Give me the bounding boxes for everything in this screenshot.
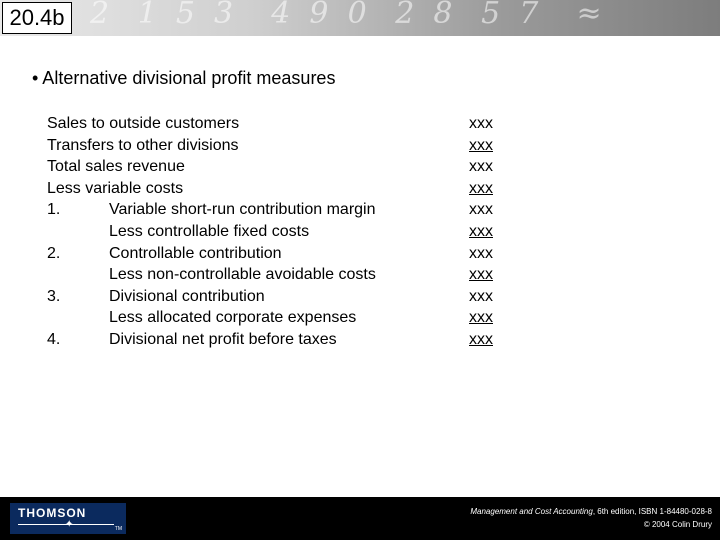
row-label: Less variable costs: [47, 179, 184, 197]
book-edition: , 6th edition, ISBN 1-84480-028-8: [592, 507, 712, 516]
row-value: xxx: [469, 179, 493, 197]
footer-bar: [0, 497, 720, 540]
row-value: xxx: [469, 222, 493, 240]
row-label: Transfers to other divisions: [47, 136, 239, 154]
list-item: [47, 307, 507, 329]
list-item: [47, 135, 507, 157]
row-label: Variable short-run contribution margin: [109, 201, 376, 219]
row-value: xxx: [469, 115, 493, 132]
logo-wordmark: THOMSON: [18, 506, 87, 520]
row-value: xxx: [469, 330, 493, 348]
header-band: [0, 0, 720, 36]
list-item: [47, 286, 507, 308]
list-item: [47, 329, 507, 351]
list-item: [47, 243, 507, 265]
row-value: xxx: [469, 309, 493, 327]
row-label: Controllable contribution: [109, 244, 282, 262]
row-label: Sales to outside customers: [47, 115, 240, 132]
star-icon: ✦: [65, 519, 74, 530]
slide-number: 20.4b: [2, 2, 72, 34]
row-value: xxx: [469, 201, 493, 219]
row-number: 1.: [47, 201, 61, 219]
row-value: xxx: [469, 158, 493, 176]
list-item: [47, 221, 507, 243]
row-label: Less allocated corporate expenses: [109, 309, 357, 327]
thomson-logo: [10, 503, 126, 534]
row-value: xxx: [469, 136, 493, 154]
row-label: Divisional contribution: [109, 287, 265, 305]
row-number: 3.: [47, 287, 61, 305]
list-item: [47, 113, 507, 135]
footer-citation: [470, 505, 712, 531]
decorative-numbers: 2 1 5 3 4 9 0 2 8 5 7 ≈: [90, 0, 602, 31]
row-number: 4.: [47, 330, 61, 348]
slide-title: • Alternative divisional profit measures: [32, 68, 336, 88]
row-label: Less non-controllable avoidable costs: [109, 266, 376, 284]
list-item: [47, 264, 507, 286]
list-item: [47, 199, 507, 221]
row-number: 2.: [47, 244, 61, 262]
profit-measures-list: [47, 113, 507, 351]
row-label: Less controllable fixed costs: [109, 222, 310, 240]
book-title: Management and Cost Accounting: [470, 507, 593, 516]
copyright: © 2004 Colin Drury: [643, 520, 712, 529]
row-value: xxx: [469, 244, 493, 262]
list-item: [47, 156, 507, 178]
row-value: xxx: [469, 266, 493, 284]
logo-trademark: TM: [114, 526, 122, 532]
list-item: [47, 178, 507, 200]
row-value: xxx: [469, 287, 493, 305]
row-label: Divisional net profit before taxes: [109, 330, 337, 348]
row-label: Total sales revenue: [47, 158, 185, 176]
